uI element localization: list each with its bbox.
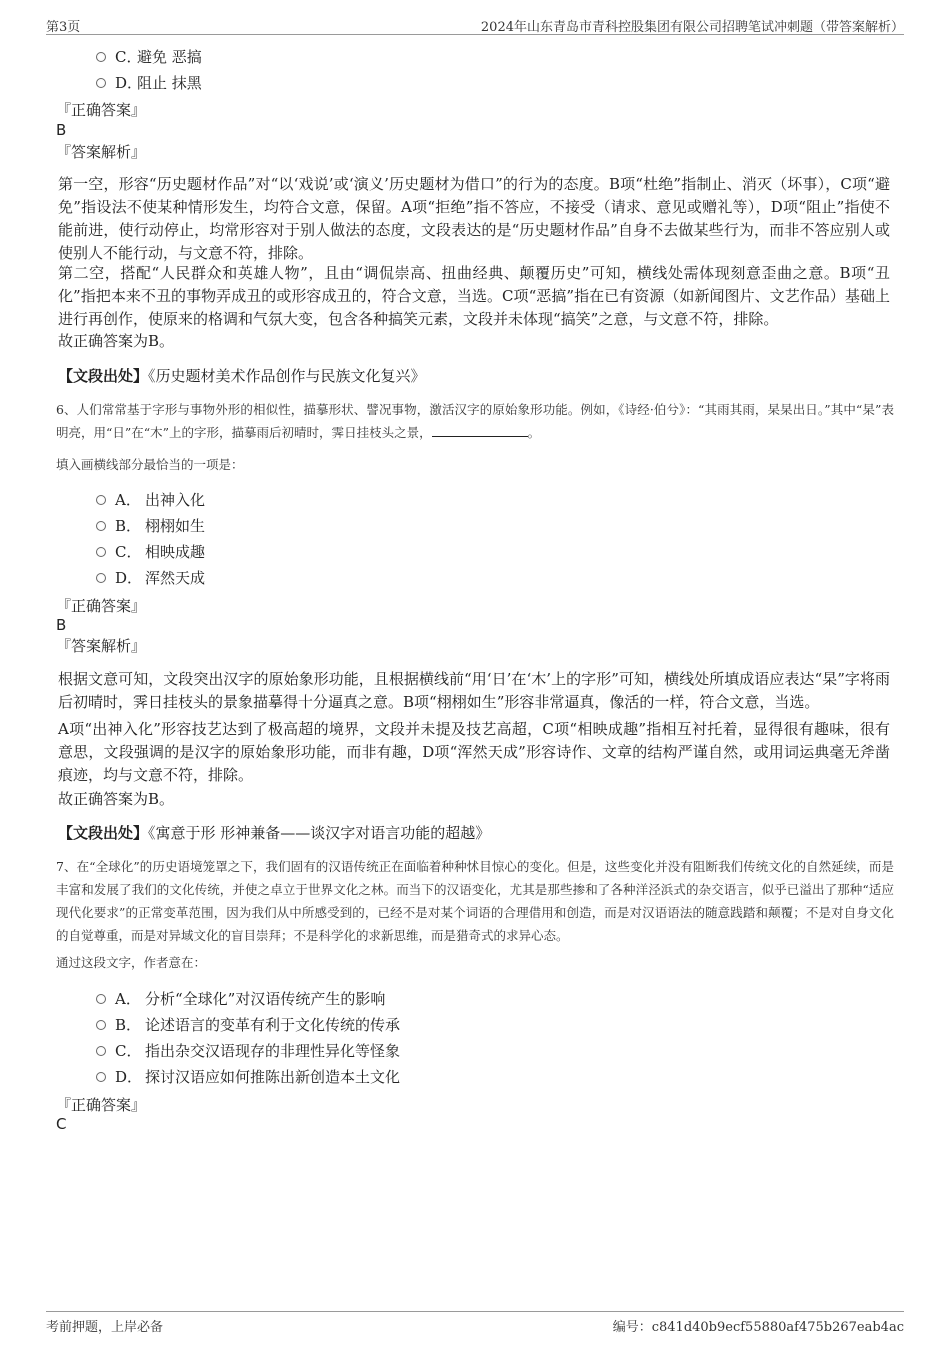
q7-option-a[interactable]	[96, 988, 385, 1010]
option-text: 分析“全球化”对汉语传统产生的影响	[145, 990, 386, 1008]
q6-stem	[56, 398, 894, 444]
q6-option-c[interactable]	[96, 541, 205, 563]
q6-source	[58, 822, 490, 844]
q6-analysis-label: 『答案解析』	[56, 637, 147, 655]
q7-option-d[interactable]	[96, 1066, 400, 1088]
q6-analysis-para-2: A项“出神入化”形容技艺达到了极高超的境界，文段并未提及技艺高超，C项“相映成趣”指相互衬托着，显得很有趣味，很有意思，文段强调的是汉字的原始象形功能，而非有趣，D项“浑然天成”形容诗作、文章的结构严谨自然，或用词运典毫无斧凿痕迹，均与文意不符，排除。	[58, 720, 890, 784]
q7-option-c[interactable]	[96, 1040, 400, 1062]
footer-code: 编号：c841d40b9ecf55880af475b267eab4ac	[612, 1320, 904, 1335]
radio-icon[interactable]	[96, 78, 106, 88]
source-label: 【文段出处】	[58, 824, 149, 842]
option-text: 避免 恶搞	[137, 48, 202, 66]
option-letter: D．	[115, 569, 143, 587]
q6-answer-label: 『正确答案』	[56, 597, 147, 615]
radio-icon[interactable]	[96, 521, 106, 531]
q5-source	[58, 365, 426, 387]
q5-option-d[interactable]	[96, 72, 202, 94]
page-number: 第3页	[46, 20, 81, 35]
radio-icon[interactable]	[96, 994, 106, 1004]
q6-analysis-para-1: 根据文意可知，文段突出汉字的原始象形功能，且根据横线前“用‘日’在‘木’上的字形”可知，横线处所填成语应表达“杲”字将雨后初晴时，霁日挂枝头的景象描摹得十分逼真之意。B项“栩栩如生”形容非常逼真，像活的一样，符合文意，当选。	[58, 670, 890, 711]
q6-analysis-para-3: 故正确答案为B。	[58, 790, 175, 808]
q7-prompt: 通过这段文字，作者意在：	[56, 955, 207, 970]
option-letter: B．	[115, 1016, 142, 1034]
option-letter: C．	[115, 48, 142, 66]
radio-icon[interactable]	[96, 547, 106, 557]
q5-analysis-label: 『答案解析』	[56, 143, 147, 161]
option-text: 探讨汉语应如何推陈出新创造本土文化	[145, 1068, 401, 1086]
document-title: 2024年山东青岛市青科控股集团有限公司招聘笔试冲刺题（带答案解析）	[480, 20, 904, 35]
option-letter: A．	[115, 990, 141, 1008]
page-header	[46, 14, 904, 35]
radio-icon[interactable]	[96, 573, 106, 583]
option-text: 指出杂交汉语现存的非理性异化等怪象	[145, 1042, 401, 1060]
option-text: 阻止 抹黑	[137, 74, 202, 92]
q5-answer: B	[56, 121, 67, 139]
option-letter: C．	[115, 1042, 142, 1060]
q7-stem: 7、在“全球化”的历史语境笼罩之下，我们固有的汉语传统正在面临着种种怵目惊心的变化。但是，这些变化并没有阻断我们传统文化的自然延续，而是丰富和发展了我们的文化传统，并使之卓立于世界文化之林。而当下的汉语变化，尤其是那些掺和了各种洋泾浜式的杂交语言，似乎已溢出了那种“适应现代化要求”的正常变革范围，因为我们从中所感受到的，已经不是对某个词语的合理借用和创造，而是对汉语语法的随意践踏和颠覆；不是对自身文化的自觉尊重，而是对异域文化的盲目崇拜；不是科学化的求新思维，而是猎奇式的求异心态。	[56, 859, 894, 943]
option-letter: D．	[115, 1068, 143, 1086]
option-letter: B．	[115, 517, 142, 535]
radio-icon[interactable]	[96, 1072, 106, 1082]
radio-icon[interactable]	[96, 52, 106, 62]
q6-stem-text: 6、人们常常基于字形与事物外形的相似性，描摹形状、譬况事物，激活汉字的原始象形功能。例如，《诗经·伯兮》：“其雨其雨，杲杲出日。”其中“杲”表明亮，用“日”在“木”上的字形，描摹雨后初晴时，霁日挂枝头之景，	[56, 402, 894, 440]
option-letter: C．	[115, 543, 142, 561]
option-text: 浑然天成	[145, 569, 206, 587]
option-text: 论述语言的变革有利于文化传统的传承	[145, 1016, 401, 1034]
q5-option-c[interactable]	[96, 46, 202, 68]
q5-analysis-para-3: 故正确答案为B。	[58, 332, 175, 350]
source-label: 【文段出处】	[58, 367, 149, 385]
radio-icon[interactable]	[96, 1046, 106, 1056]
source-title: 《历史题材美术作品创作与民族文化复兴》	[148, 367, 426, 385]
option-text: 栩栩如生	[145, 517, 206, 535]
option-letter: D．	[115, 74, 143, 92]
q6-prompt: 填入画横线部分最恰当的一项是：	[56, 457, 244, 472]
q6-option-b[interactable]	[96, 515, 205, 537]
q5-answer-label: 『正确答案』	[56, 101, 147, 119]
option-text: 相映成趣	[145, 543, 206, 561]
footer-slogan: 考前押题，上岸必备	[46, 1320, 164, 1335]
q6-stem-end: 。	[527, 425, 541, 440]
q7-answer-label: 『正确答案』	[56, 1096, 147, 1114]
source-title: 《寓意于形 形神兼备——谈汉字对语言功能的超越》	[148, 824, 491, 842]
option-letter: A．	[115, 491, 141, 509]
option-text: 出神入化	[145, 491, 206, 509]
q5-analysis-para-2: 第二空，搭配“人民群众和英雄人物”，且由“调侃崇高、扭曲经典、颠覆历史”可知，横线处需体现刻意歪曲之意。B项“丑化”指把本来不丑的事物弄成丑的或形容成丑的，符合文意，当选。C项“恶搞”指在已有资源（如新闻图片、文艺作品）基础上进行再创作，使原来的格调和气氛大变，包含各种搞笑元素，文段并未体现“搞笑”之意，与文意不符，排除。	[58, 264, 890, 328]
q6-option-d[interactable]	[96, 567, 205, 589]
q5-analysis-para-1: 第一空，形容“历史题材作品”对“以‘戏说’或‘演义’历史题材为借口”的行为的态度。B项“杜绝”指制止、消灭（坏事），C项“避免”指设法不使某种情形发生，均符合文意，保留。A项“拒绝”指不答应，不接受（请求、意见或赠礼等），D项“阻止”指使不能前进，使行动停止，均常形容对于别人做法的态度，文段表达的是“历史题材作品”自身不去做某些行为，而非不答应别人或使别人不能行动，与文意不符，排除。	[58, 175, 890, 262]
q7-option-b[interactable]	[96, 1014, 400, 1036]
radio-icon[interactable]	[96, 1020, 106, 1030]
q7-answer: C	[56, 1115, 67, 1133]
radio-icon[interactable]	[96, 495, 106, 505]
q6-option-a[interactable]	[96, 489, 205, 511]
page-footer	[46, 1311, 904, 1336]
fill-blank	[432, 424, 528, 437]
q6-answer: B	[56, 616, 67, 634]
